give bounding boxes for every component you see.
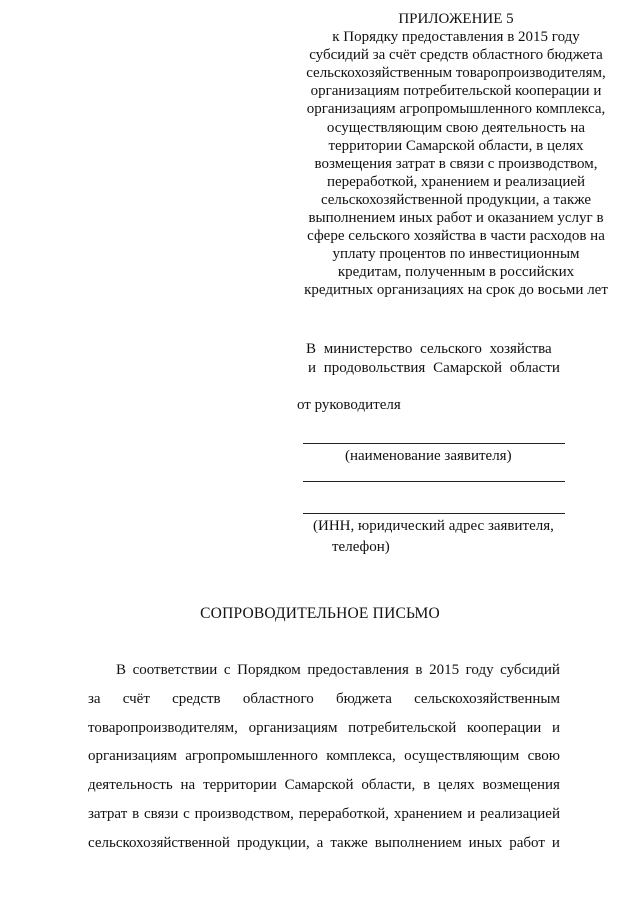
body-word: году	[465, 662, 494, 678]
body-word: переработкой,	[298, 805, 390, 822]
body-word: и	[551, 719, 560, 736]
body-word: с	[183, 805, 190, 822]
inn-address-line	[303, 513, 565, 514]
inn-address-caption: (ИНН, юридический адрес заявителя,	[313, 518, 554, 534]
body-word: сельскохозяйственной	[88, 834, 230, 851]
appendix-line: сельскохозяйственной продукции, а также	[320, 191, 592, 208]
appendix-title: ПРИЛОЖЕНИЕ 5	[398, 11, 514, 27]
body-word: предоставления	[307, 662, 409, 678]
body-word: реализацией	[480, 805, 560, 822]
applicant-name-caption: (наименование заявителя)	[345, 448, 512, 464]
body-word: областного	[242, 690, 314, 707]
body-word: выполнением	[374, 834, 462, 851]
body-word: организациям	[248, 719, 338, 736]
body-word: бюджета	[335, 690, 392, 707]
from-label: от руководителя	[297, 397, 401, 413]
body-word: целях	[438, 777, 475, 794]
document-title: СОПРОВОДИТЕЛЬНОЕ ПИСЬМО	[200, 605, 440, 622]
body-word: Самарской	[284, 777, 354, 794]
addressee-line: и продовольствия Самарской области	[308, 360, 560, 376]
addressee-block	[306, 340, 586, 378]
body-word: иных	[468, 834, 503, 851]
body-word: комплекса,	[326, 748, 396, 765]
body-word: хранением	[393, 805, 463, 822]
phone-caption: телефон)	[332, 539, 390, 555]
body-word: территории	[203, 777, 277, 794]
appendix-line: сельскохозяйственным товаропроизводителям,	[306, 65, 606, 82]
body-word: сельскохозяйственным	[414, 690, 560, 707]
body-word: субсидий	[500, 662, 560, 678]
appendix-line: сфере сельского хозяйства в части расходов на	[307, 228, 605, 245]
body-line	[88, 771, 560, 800]
body-word: деятельность	[88, 777, 173, 794]
body-word: возмещения	[482, 777, 560, 794]
body-word: кооперации	[466, 719, 542, 736]
body-word: и	[551, 834, 560, 851]
appendix-line: переработкой, хранением и реализацией	[326, 173, 586, 190]
body-word: 2015	[429, 662, 460, 678]
body-word: а	[316, 834, 324, 851]
appendix-line: уплату процентов по инвестиционным	[332, 246, 580, 263]
body-line	[88, 800, 560, 829]
body-word: товаропроизводителям,	[88, 719, 238, 736]
body-line	[88, 829, 560, 858]
body-word: за	[88, 690, 101, 707]
body-word: в	[132, 805, 140, 822]
body-word: свою	[527, 748, 560, 765]
body-word: с	[223, 662, 231, 678]
body-line	[88, 742, 560, 771]
appendix-line: кредитных организациях на срок до восьми лет	[304, 282, 608, 299]
body-word: связи	[143, 805, 179, 822]
body-word: на	[180, 777, 196, 794]
body-word: средств	[172, 690, 221, 707]
body-word: соответствии	[132, 662, 218, 678]
appendix-line: осуществляющим свою деятельность на	[326, 119, 586, 136]
appendix-line: организациям потребительской кооперации и	[310, 83, 602, 100]
addressee-line: В министерство сельского хозяйства	[306, 341, 552, 357]
appendix-header	[296, 10, 616, 300]
applicant-name-line	[303, 443, 565, 444]
appendix-line: организациям агропромышленного комплекса,	[306, 101, 606, 118]
appendix-line: субсидий за счёт средств областного бюджета	[309, 47, 603, 64]
body-word: агропромышленного	[185, 748, 318, 765]
appendix-line: выполнением иных работ и оказанием услуг в	[308, 210, 604, 227]
appendix-line: к Порядку предоставления в 2015 году	[332, 29, 580, 46]
body-word: счёт	[122, 690, 150, 707]
body-word: осуществляющим	[404, 748, 520, 765]
body-word: и	[467, 805, 476, 822]
appendix-line: кредитам, полученным в российских	[337, 264, 575, 281]
body-word: также	[330, 834, 368, 851]
body-line	[88, 685, 560, 714]
body-word: потребительской	[348, 719, 457, 736]
body-word: затрат	[88, 805, 128, 822]
body-word: в	[415, 662, 423, 678]
body-paragraph	[88, 656, 560, 858]
body-word: организациям	[88, 748, 177, 765]
appendix-line: возмещения затрат в связи с производством,	[314, 155, 598, 172]
body-word: работ	[509, 834, 545, 851]
body-word: производством,	[194, 805, 294, 822]
body-word: Порядком	[237, 662, 301, 678]
body-word: области,	[361, 777, 416, 794]
body-word: В	[116, 662, 127, 678]
body-word: в	[423, 777, 431, 794]
appendix-line: территории Самарской области, в целях	[328, 137, 584, 154]
blank-line	[303, 481, 565, 482]
body-word: продукции,	[236, 834, 310, 851]
body-line	[88, 714, 560, 743]
body-line	[88, 656, 560, 685]
